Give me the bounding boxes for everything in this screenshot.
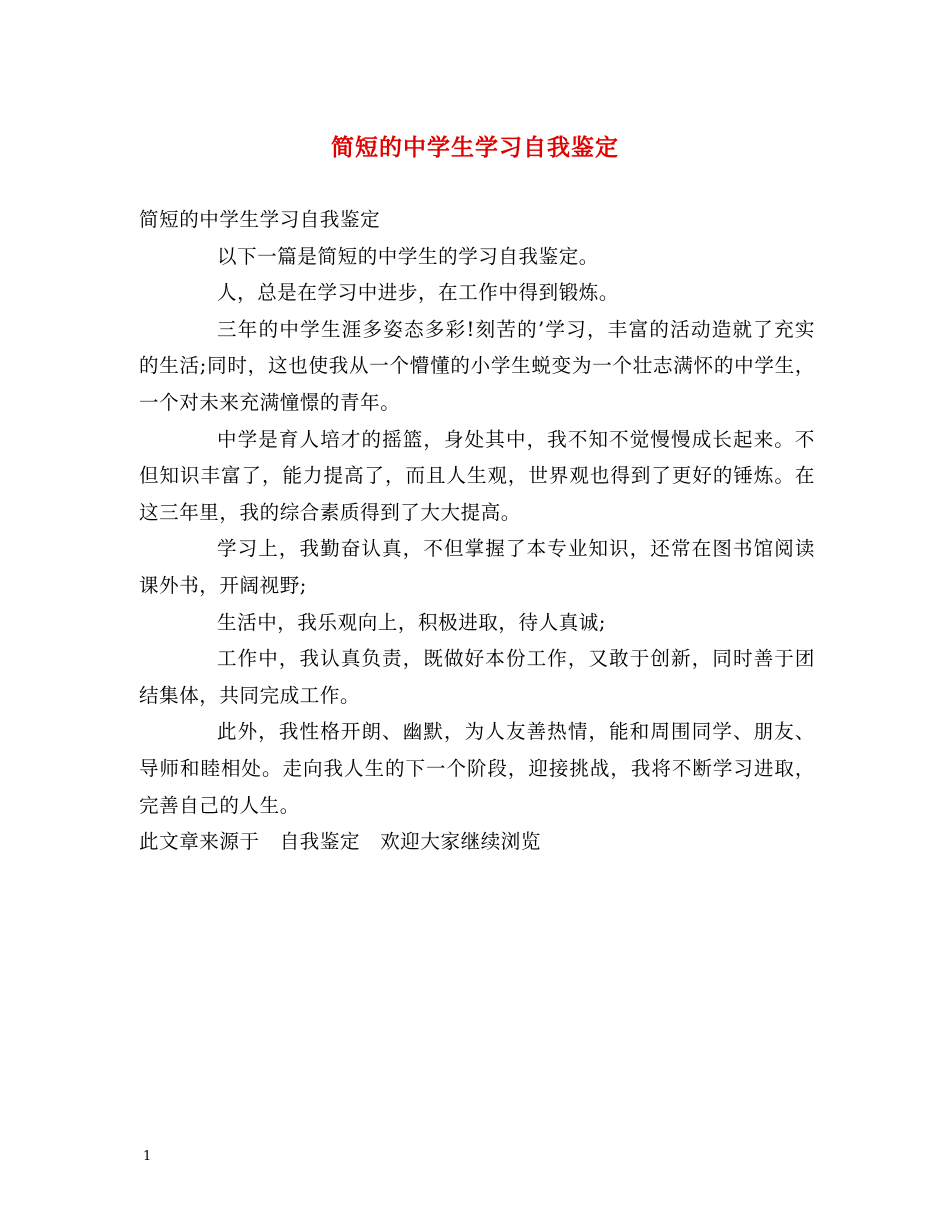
paragraph-three-years: 三年的中学生涯多姿态多彩!刻苦的’学习，丰富的活动造就了充实的生活;同时，这也使我从一个懵懂的小学生蜕变为一个壮志满怀的中学生，一个对未来充满憧憬的青年。 <box>139 317 815 414</box>
document-title: 简短的中学生学习自我鉴定 <box>331 134 619 161</box>
page-number: 1 <box>143 1149 152 1164</box>
document-subtitle: 简短的中学生学习自我鉴定 <box>139 208 381 231</box>
paragraph-personality: 此外，我性格开朗、幽默，为人友善热情，能和周围同学、朋友、导师和睦相处。走向我人生的下一个阶段，迎接挑战，我将不断学习进取，完善自己的人生。 <box>139 720 815 817</box>
paragraph-study: 学习上，我勤奋认真，不但掌握了本专业知识，还常在图书馆阅读课外书，开阔视野; <box>139 537 815 597</box>
paragraph-intro: 以下一篇是简短的中学生的学习自我鉴定。 <box>217 244 599 268</box>
paragraph-progress: 人，总是在学习中进步，在工作中得到锻炼。 <box>217 281 620 305</box>
paragraph-life: 生活中，我乐观向上，积极进取，待人真诚; <box>217 610 607 634</box>
source-footer-line: 此文章来源于 自我鉴定 欢迎大家继续浏览 <box>139 830 542 854</box>
document-body <box>139 202 815 861</box>
paragraph-work: 工作中，我认真负责，既做好本份工作，又敢于创新，同时善于团结集体，共同完成工作。 <box>139 647 815 707</box>
paragraph-school-cradle: 中学是育人培才的摇篮，身处其中，我不知不觉慢慢成长起来。不但知识丰富了，能力提高了，而且人生观，世界观也得到了更好的锤炼。在这三年里，我的综合素质得到了大大提高。 <box>139 427 815 524</box>
